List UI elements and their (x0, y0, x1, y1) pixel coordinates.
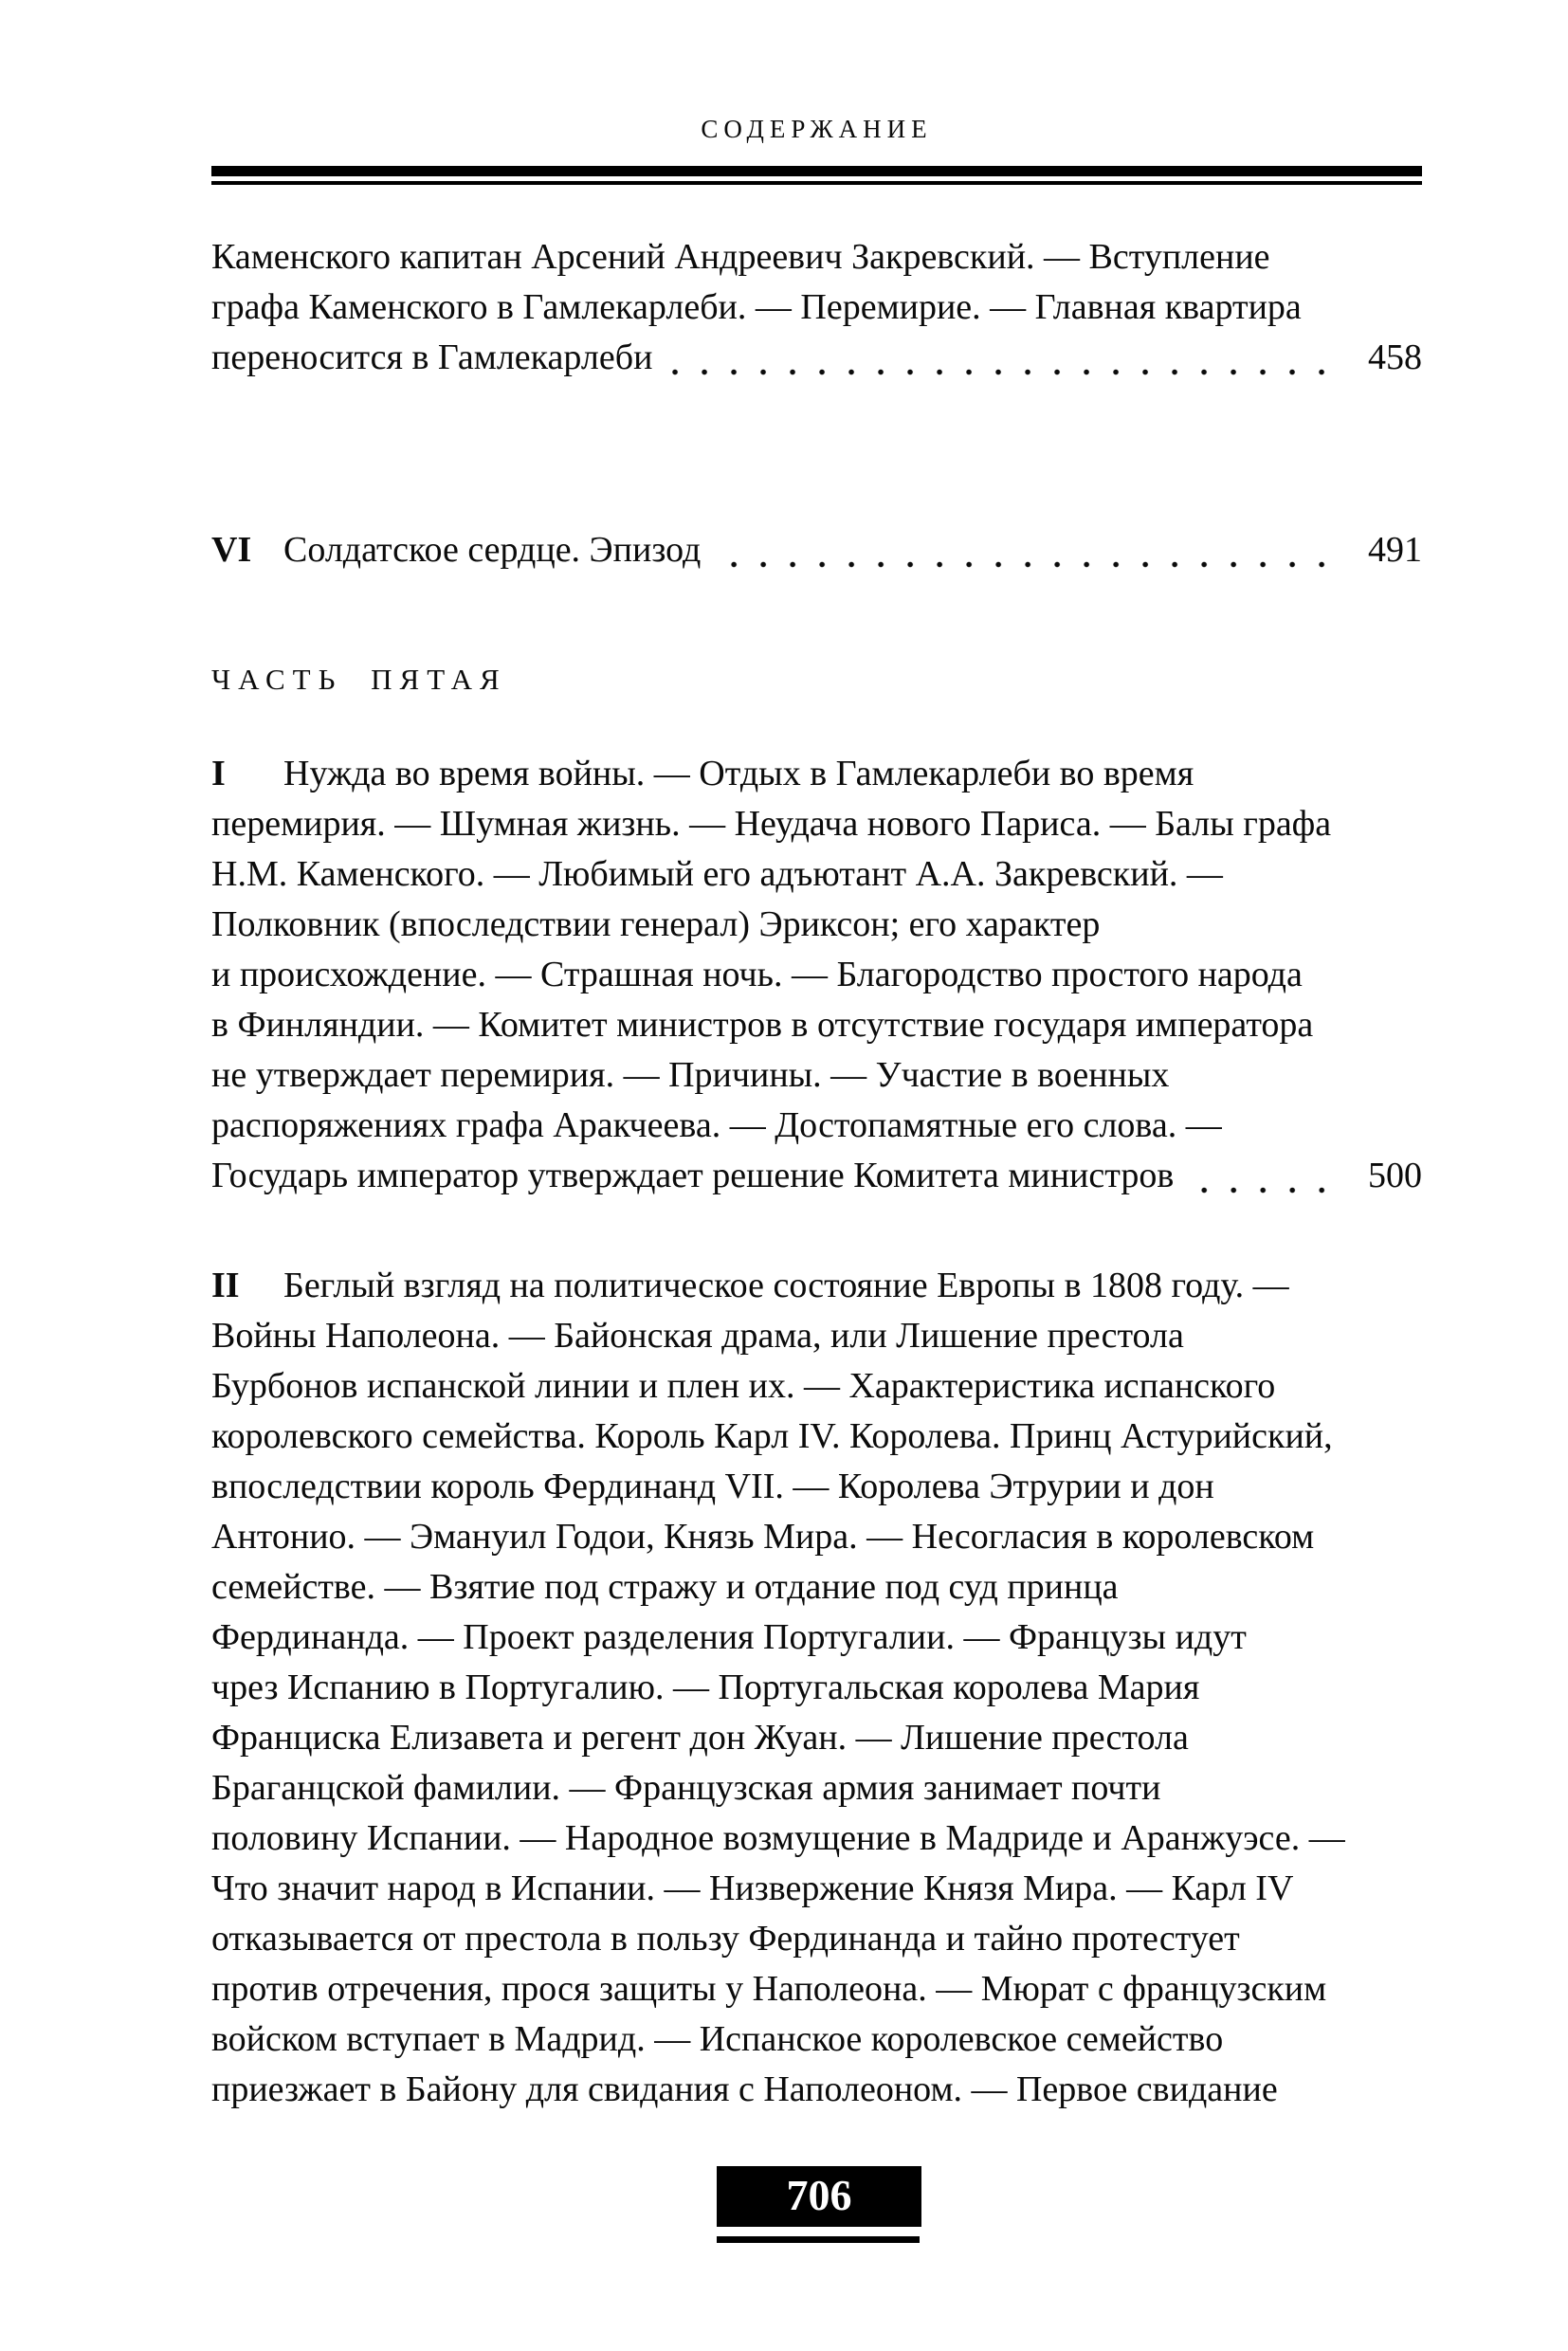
chapter-numeral: II (211, 1266, 240, 1305)
toc-line-text: Беглый взгляд на политическое состояние Европы в 1808 году. — (283, 1266, 1289, 1305)
toc-line-text: королевского семейства. Король Карл IV. Королева. Принц Астурийский, (211, 1416, 1333, 1456)
toc-line-text: впоследствии король Фердинанд VII. — Королева Этрурии и дон (211, 1467, 1214, 1506)
dot-leader (669, 369, 1348, 375)
text-block (211, 0, 1422, 2115)
toc-section-i-lines (211, 799, 1422, 1151)
toc-line-text: Каменского капитан Арсений Андреевич Закревский. — Вступление (211, 237, 1270, 277)
toc-line-text: Бурбонов испанской линии и плен их. — Характеристика испанского (211, 1366, 1276, 1406)
toc-line-text: Браганцской фамилии. — Французская армия занимает почти (211, 1768, 1161, 1808)
toc-line-text: Н.М. Каменского. — Любимый его адъютант А.А. Закревский. — (211, 854, 1223, 894)
toc-line-text: отказывается от престола в пользу Фердинанда и тайно протестует (211, 1919, 1240, 1959)
toc-line-text: распоряжениях графа Аракчеева. — Достопамятные его слова. — (211, 1105, 1222, 1145)
toc-line-text: против отречения, прося защиты у Наполеона. — Мюрат с французским (211, 1969, 1327, 2009)
toc-entry-section-ii (211, 1261, 1422, 2115)
toc-line-text: в Финляндии. — Комитет министров в отсутствие государя императора (211, 1005, 1314, 1045)
toc-page-number: 500 (1368, 1156, 1422, 1195)
toc-leader-line (211, 333, 1422, 383)
toc-page-number: 458 (1368, 337, 1422, 377)
part-heading: ЧАСТЬ ПЯТАЯ (211, 663, 507, 696)
toc-line-text: и происхождение. — Страшная ночь. — Благородство простого народа (211, 955, 1303, 994)
toc-line-text: Фердинанда. — Проект разделения Португалии. — Французы идут (211, 1617, 1247, 1657)
toc-line-text: Государь император утверждает решение Комитета министров (211, 1156, 1175, 1195)
toc-first-line (211, 1261, 1422, 1311)
page-number: 706 (786, 2171, 852, 2219)
toc-section-ii-lines (211, 1311, 1422, 2115)
toc-line-text: войском вступает в Мадрид. — Испанское королевское семейство (211, 2019, 1224, 2059)
dot-leader (1191, 1187, 1348, 1194)
toc-line-text: Солдатское сердце. Эпизод (283, 530, 702, 570)
toc-page-number: 491 (1368, 530, 1422, 570)
double-rule-thin (211, 181, 1422, 185)
page-number-box (717, 2166, 921, 2227)
toc-line-text: Нужда во время войны. — Отдых в Гамлекарлеби во время (283, 754, 1194, 793)
toc-line-text: половину Испании. — Народное возмущение в Мадриде и Аранжуэсе. — (211, 1818, 1345, 1858)
toc-line-text: приезжает в Байону для свидания с Наполеоном. — Первое свидание (211, 2069, 1278, 2109)
toc-entry-section-i (211, 749, 1422, 1201)
toc-continuation-lines (211, 232, 1422, 333)
double-rule-thick (211, 166, 1422, 176)
dot-leader (718, 561, 1348, 568)
toc-line-text: Что значит народ в Испании. — Низвержение Князя Мира. — Карл IV (211, 1868, 1294, 1908)
toc-line-text: графа Каменского в Гамлекарлеби. — Перемирие. — Главная квартира (211, 287, 1302, 327)
toc-line-text: Войны Наполеона. — Байонская драма, или Лишение престола (211, 1316, 1184, 1356)
toc-line-text: Франциска Елизавета и регент дон Жуан. — Лишение престола (211, 1718, 1189, 1758)
toc-first-line (211, 749, 1422, 799)
toc-leader-line (211, 1151, 1422, 1201)
toc-leader-line (211, 525, 1422, 575)
toc-line-text: переносится в Гамлекарлеби (211, 337, 653, 377)
toc-line-text: Полковник (впоследствии генерал) Эриксон; его характер (211, 904, 1101, 944)
toc-entry-vi (211, 525, 1422, 575)
chapter-numeral: VI (211, 530, 252, 570)
chapter-numeral: I (211, 754, 226, 793)
toc-line-text: не утверждает перемирия. — Причины. — Участие в военных (211, 1055, 1170, 1095)
toc-line-text: чрез Испанию в Португалию. — Португальская королева Мария (211, 1668, 1200, 1707)
toc-line-text: Антонио. — Эмануил Годои, Князь Мира. — Несогласия в королевском (211, 1517, 1315, 1557)
toc-entry-continuation (211, 232, 1422, 383)
page-number-rule (717, 2236, 920, 2243)
toc-line-text: перемирия. — Шумная жизнь. — Неудача нового Париса. — Балы графа (211, 804, 1332, 844)
running-head: СОДЕРЖАНИЕ (701, 115, 933, 143)
toc-line-text: семействе. — Взятие под стражу и отдание под суд принца (211, 1567, 1119, 1607)
